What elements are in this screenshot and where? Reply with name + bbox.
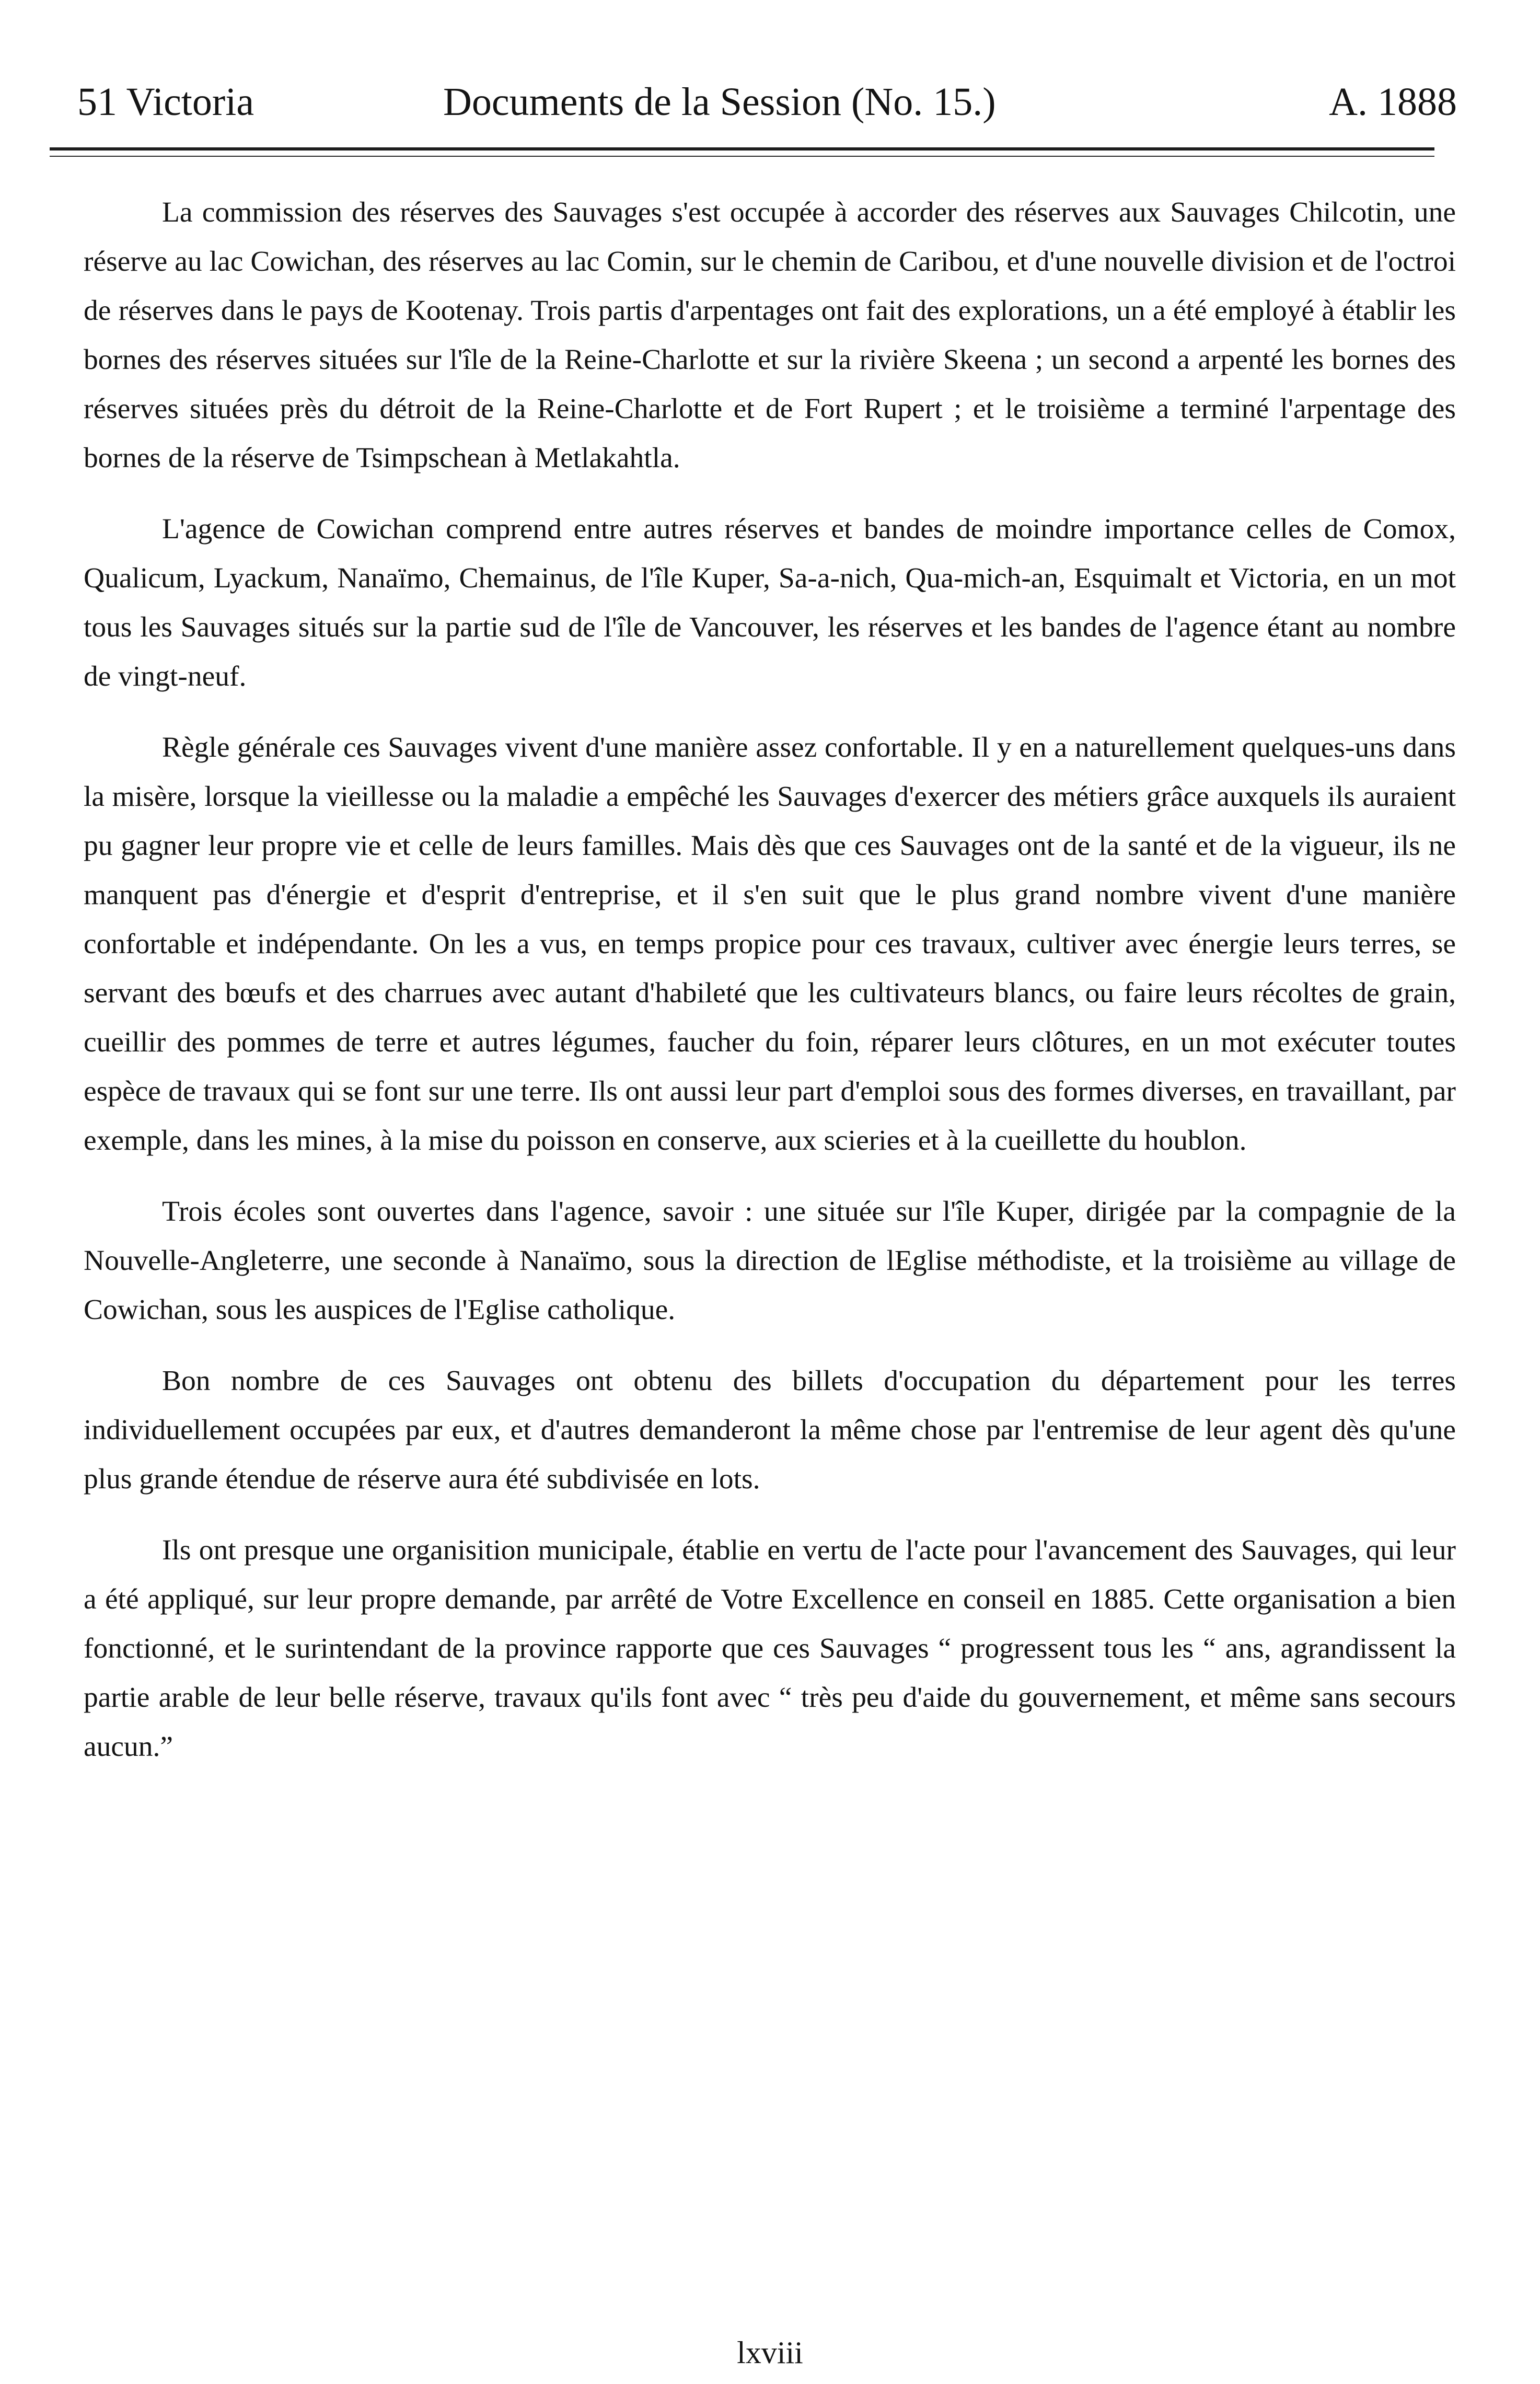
paragraph-schools: Trois écoles sont ouvertes dans l'agence, savoir : une située sur l'île Kuper, dirigée par la compagnie de la Nouvelle-Angleterre, une seconde à Nanaïmo, sous la direction de lEglise méthodiste, et la troisième au village de Cowichan, sous les auspices de l'Eglise catholique.: [84, 1196, 1456, 1326]
body-text: [84, 188, 1456, 1793]
header-rule-thick: [50, 147, 1434, 151]
header-title: Documents de la Session (No. 15.): [443, 80, 996, 124]
page-number: lxviii: [737, 2335, 803, 2370]
paragraph-reserves-commission: La commission des réserves des Sauvages s'est occupée à accorder des réserves aux Sauvages Chilcotin, une réserve au lac Cowichan, des réserves au lac Comin, sur le chemin de Caribou, et d'une nouvelle division et de l'octroi de réserves dans le pays de Kootenay. Trois partis d'arpentages ont fait des explorations, un a été employé à établir les bornes des réserves situées sur l'île de la Reine-Charlotte et sur la rivière Skeena ; un second a arpenté les bornes des réserves situées près du détroit de la Reine-Charlotte et de Fort Rupert ; et le troisième a terminé l'arpentage des bornes de la réserve de Tsimpschean à Metlakahtla.: [84, 196, 1456, 474]
paragraph-cowichan-agency: L'agence de Cowichan comprend entre autres réserves et bandes de moindre importance celles de Comox, Qualicum, Lyackum, Nanaïmo, Chemainus, de l'île Kuper, Sa-a-nich, Qua-mich-an, Esquimalt et Victoria, en un mot tous les Sauvages situés sur la partie sud de l'île de Vancouver, les réserves et les bandes de l'agence étant au nombre de vingt-neuf.: [84, 513, 1456, 692]
header-year: A. 1888: [1329, 80, 1457, 124]
header-rule-thin: [50, 156, 1434, 157]
paragraph-location-tickets: Bon nombre de ces Sauvages ont obtenu des billets d'occupation du département pour les terres individuellement occupées par eux, et d'autres demanderont la même chose par l'entremise de leur agent dès qu'une plus grande étendue de réserve aura été subdivisée en lots.: [84, 1365, 1456, 1495]
paragraph-municipal-organization: Ils ont presque une organisition municipale, établie en vertu de l'acte pour l'avancement des Sauvages, qui leur a été appliqué, sur leur propre demande, par arrêté de Votre Excellence en conseil en 1885. Cette organisation a bien fonctionné, et le surintendant de la province rapporte que ces Sauvages “ progressent tous les “ ans, agrandissent la partie arable de leur belle réserve, travaux qu'ils font avec “ très peu d'aide du gouvernement, et même sans secours aucun.”: [84, 1534, 1456, 1763]
header-volume: 51 Victoria: [77, 80, 254, 124]
running-header: [77, 73, 1457, 131]
paragraph-living-conditions: Règle générale ces Sauvages vivent d'une manière assez confortable. Il y en a naturellement quelques-uns dans la misère, lorsque la vieillesse ou la maladie a empêché les Sauvages d'exercer des métiers grâce auxquels ils auraient pu gagner leur propre vie et celle de leurs familles. Mais dès que ces Sauvages ont de la santé et de la vigueur, ils ne manquent pas d'énergie et d'esprit d'entreprise, et il s'en suit que le plus grand nombre vivent d'une manière confortable et indépendante. On les a vus, en temps propice pour ces travaux, cultiver avec énergie leurs terres, se servant des bœufs et des charrues avec autant d'habileté que les cultivateurs blancs, ou faire leurs récoltes de grain, cueillir des pommes de terre et autres légumes, faucher du foin, réparer leurs clôtures, en un mot exécuter toutes espèce de travaux qui se font sur une terre. Ils ont aussi leur part d'emploi sous des formes diverses, en travaillant, par exemple, dans les mines, à la mise du poisson en conserve, aux scieries et à la cueillette du houblon.: [84, 732, 1456, 1156]
